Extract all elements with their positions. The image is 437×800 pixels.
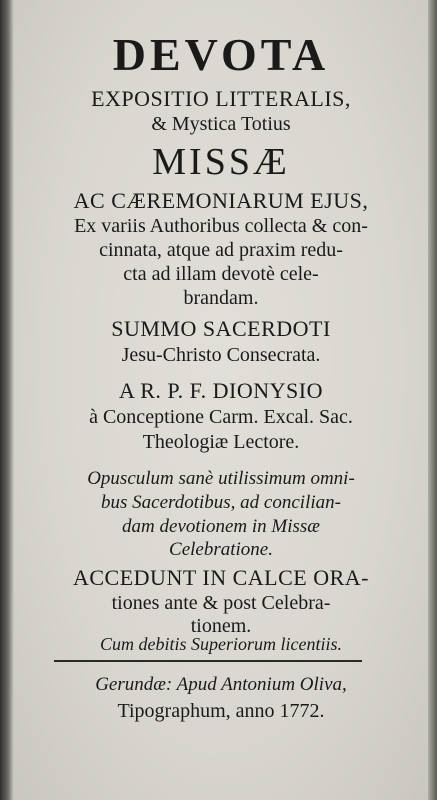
subtitle-line: cinnata, atque ad praxim redu- <box>99 239 343 261</box>
subtitle-line: EXPOSITIO LITTERALIS, <box>91 86 351 111</box>
appendix-line: tionem. <box>190 615 252 637</box>
subtitle-line: AC CÆREMONIARUM EJUS, <box>73 188 369 213</box>
subtitle-line: brandam. <box>183 287 259 309</box>
author-line: A R. P. F. DIONYSIO <box>119 378 323 403</box>
missae-heading: MISSÆ <box>152 141 290 183</box>
divider-rule <box>54 660 362 662</box>
imprint-line: Tipographum, anno 1772. <box>117 700 325 722</box>
dedication-line: Jesu-Christo Consecrata. <box>121 344 321 366</box>
title: DEVOTA <box>112 29 330 80</box>
licence-line: Cum debitis Superiorum licentiis. <box>100 634 342 654</box>
note-line: dam devotionem in Missæ <box>122 516 320 537</box>
note-line: bus Sacerdotibus, ad concilian- <box>101 492 341 513</box>
author-line: Theologiæ Lectore. <box>142 431 300 453</box>
dedication-line: SUMMO SACERDOTI <box>111 316 331 341</box>
subtitle-line: cta ad illam devotè cele- <box>123 263 319 285</box>
note-line: Opusculum sanè utilissimum omni- <box>87 468 355 489</box>
imprint-line: Gerundæ: Apud Antonium Oliva, <box>95 674 347 695</box>
appendix-line: ACCEDUNT IN CALCE ORA- <box>73 565 369 590</box>
note-line: Celebratione. <box>169 539 273 560</box>
appendix-line: tiones ante & post Celebra- <box>111 592 331 614</box>
author-line: à Conceptione Carm. Excal. Sac. <box>89 406 353 428</box>
subtitle-line: Ex variis Authoribus collecta & con- <box>74 215 368 237</box>
subtitle-line: & Mystica Totius <box>151 113 291 135</box>
